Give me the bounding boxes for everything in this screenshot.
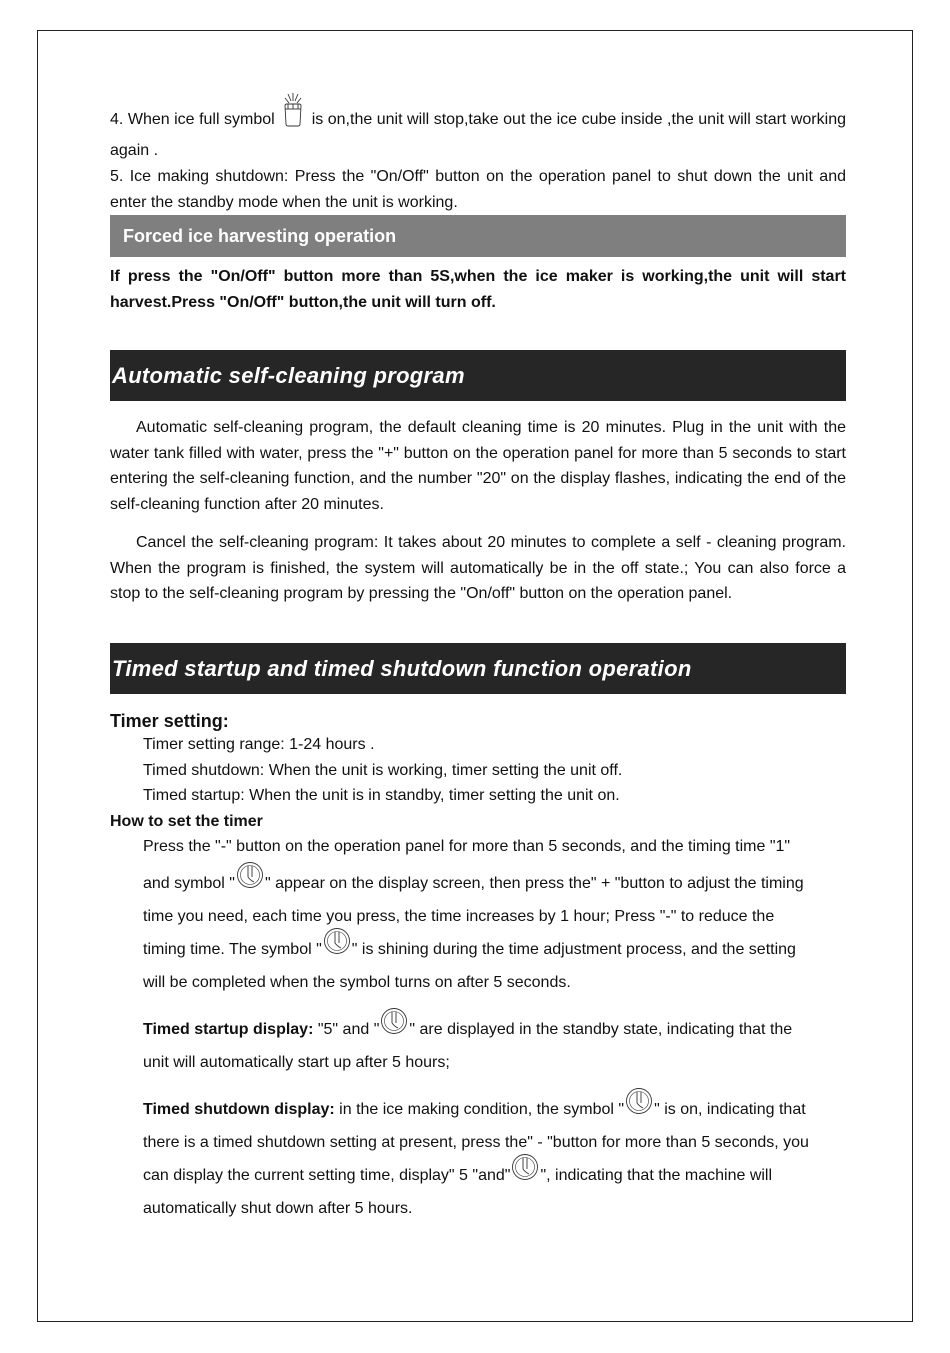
self-cleaning-section [110, 350, 846, 607]
shutdown-display-label: Timed shutdown display: [143, 1100, 335, 1118]
how-to-set-instructions [110, 834, 846, 1218]
shutdown-display-text-a: in the ice making condition, the symbol " [334, 1100, 625, 1118]
startup-display-text-a: "5" and " [313, 1020, 380, 1038]
shutdown-display-line-3 [143, 1152, 846, 1200]
startup-display-line-1 [143, 1006, 846, 1054]
timer-section [110, 643, 846, 1218]
how-line-5: will be completed when the symbol turns on after 5 seconds. [143, 973, 571, 991]
startup-display-label: Timed startup display: [143, 1020, 314, 1038]
timer-icon [624, 1086, 654, 1134]
timer-icon [322, 926, 352, 974]
item-4 [110, 92, 846, 164]
how-line-2-start: and symbol " [143, 874, 235, 892]
shutdown-display-text-b: " is on, indicating that [654, 1100, 806, 1118]
startup-display-line-2: unit will automatically start up after 5 hours; [143, 1053, 450, 1071]
how-line-4-start: timing time. The symbol " [143, 940, 322, 958]
how-line-1: Press the "-" button on the operation panel for more than 5 seconds, and the timing time "1" [143, 838, 791, 855]
timer-heading: Timed startup and timed shutdown function operation [110, 643, 846, 694]
how-line-2 [143, 860, 846, 908]
timer-icon [235, 860, 265, 908]
shutdown-display-text-e: ", indicating that the machine will [540, 1166, 773, 1184]
timer-setting-title: Timer setting: [110, 711, 229, 731]
timer-range: Timer setting range: 1-24 hours . [143, 736, 375, 753]
how-to-set-title: How to set the timer [110, 812, 263, 830]
item-5: 5. Ice making shutdown: Press the "On/Off" button on the operation panel to shut down the unit and enter the standby mode when the unit is working. [110, 168, 846, 211]
how-line-4-end: " is shining during the time adjustment process, and the setting [351, 940, 796, 958]
timer-icon [510, 1152, 540, 1200]
forced-harvest-text: If press the "On/Off" button more than 5S,when the ice maker is working,the unit will start harvest.Press "On/Off" button,the unit will turn off. [110, 268, 846, 311]
shutdown-display-line-4: automatically shut down after 5 hours. [143, 1199, 413, 1217]
self-cleaning-heading: Automatic self-cleaning program [110, 350, 846, 401]
how-line-3: time you need, each time you press, the time increases by 1 hour; Press "-" to reduce the [143, 907, 775, 925]
item-4-text-end: is on,the unit will stop,take out the ice cube inside ,the unit will start working again . [110, 111, 846, 159]
how-line-2-end: " appear on the display screen, then press the" + "button to adjust the timing [264, 874, 804, 892]
intro-section [110, 92, 846, 215]
self-cleaning-para-1: Automatic self-cleaning program, the default cleaning time is 20 minutes. Plug in the unit with the water tank filled with water, press the "+" button on the operation panel for more than 5 seconds to start entering the self-cleaning function, and the number "20" on the display flashes, indicating the end of the self-cleaning function after 20 minutes. [110, 419, 846, 513]
forced-harvest-section [110, 215, 846, 315]
how-line-4 [143, 926, 846, 974]
timer-shutdown-line: Timed shutdown: When the unit is working, timer setting the unit off. [143, 761, 623, 779]
timer-icon [379, 1006, 409, 1054]
ice-full-icon [279, 92, 307, 137]
item-4-text-start: 4. When ice full symbol [110, 111, 275, 128]
shutdown-display-line-1 [143, 1086, 846, 1134]
forced-harvest-heading: Forced ice harvesting operation [110, 215, 846, 257]
shutdown-display-text-d: can display the current setting time, display" 5 "and" [143, 1166, 511, 1184]
timer-startup-line: Timed startup: When the unit is in standby, timer setting the unit on. [143, 787, 620, 804]
self-cleaning-para-2: Cancel the self-cleaning program: It takes about 20 minutes to complete a self - cleaning program. When the program is finished, the system will automatically be in the off state.; You can also force a stop to the self-cleaning program by pressing the "On/off" button on the operation panel. [110, 534, 846, 602]
shutdown-display-line-2: there is a timed shutdown setting at present, press the" - "button for more than 5 seconds, you [143, 1133, 809, 1151]
startup-display-text-b: " are displayed in the standby state, indicating that the [409, 1020, 793, 1038]
